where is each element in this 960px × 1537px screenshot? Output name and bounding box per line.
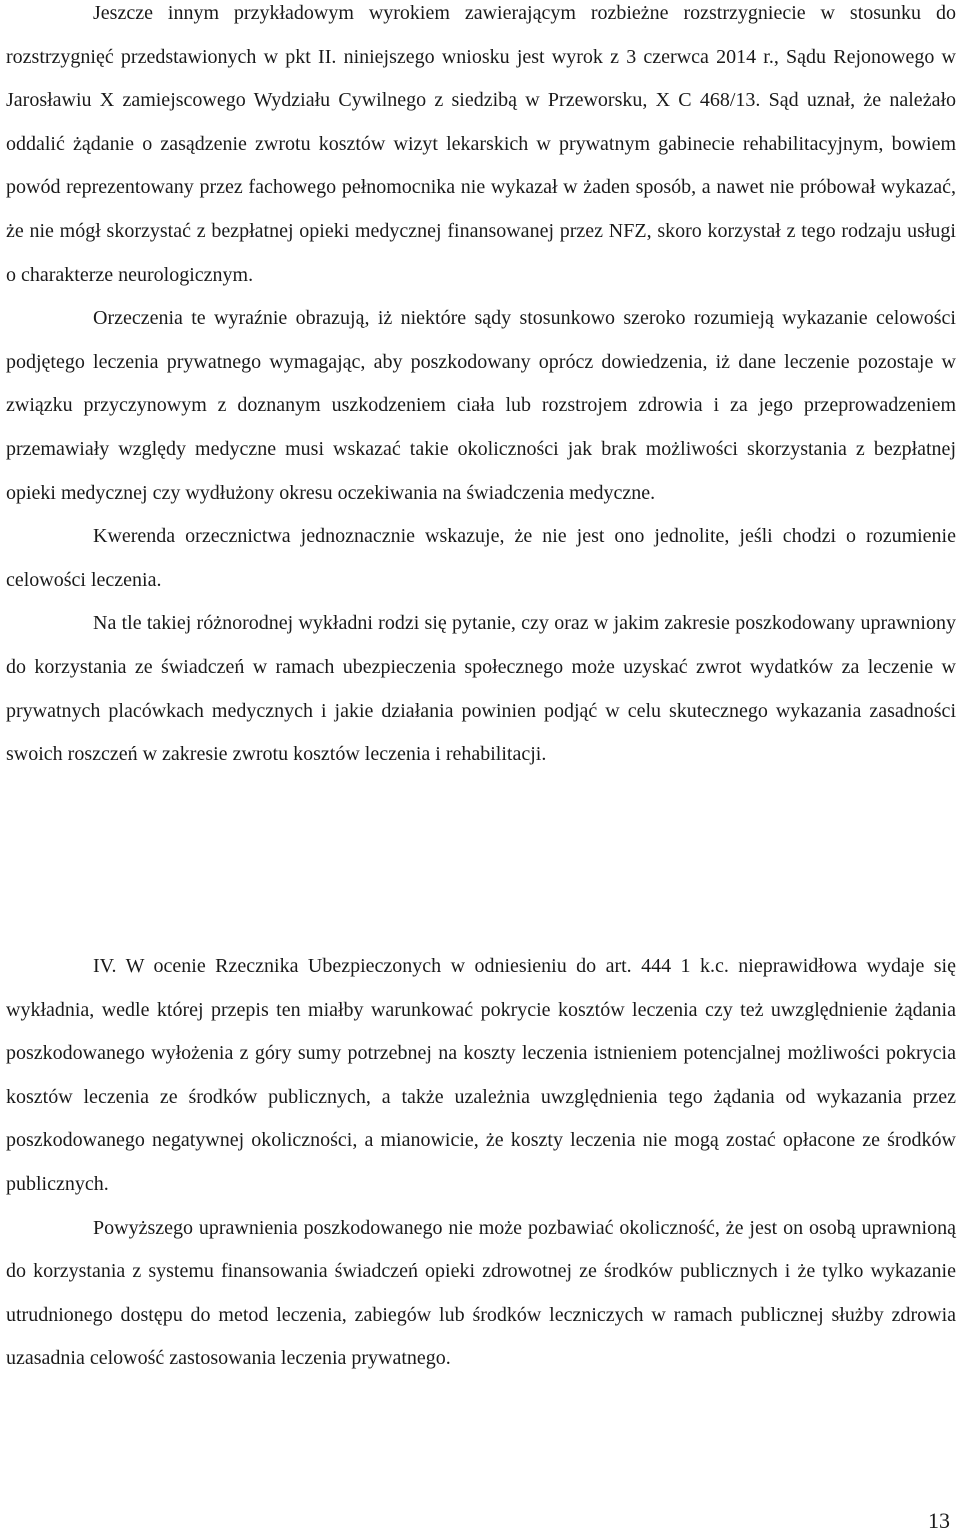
body-text-top [6,0,956,777]
paragraph-question: Na tle takiej różnorodnej wykładni rodzi się pytanie, czy oraz w jakim zakresie poszkodowany uprawniony do korzystania ze świadczeń w ramach ubezpieczenia społecznego może uzyskać zwrot wydatków za leczenie w prywatnych placówkach medycznych i jakie działania powinien podjąć w celu skutecznego wykazania zasadności swoich roszczeń w zakresie zwrotu kosztów leczenia i rehabilitacji. [6,612,956,766]
paragraph-judgments-summary: Orzeczenia te wyraźnie obrazują, iż niektóre sądy stosunkowo szeroko rozumieją wykazanie celowości podjętego leczenia prywatnego wymagając, aby poszkodowany oprócz dowiedzenia, iż dane leczenie pozostaje w związku przyczynowym z doznanym uszkodzeniem ciała lub rozstrojem zdrowia i za jego przeprowadzeniem przemawiały względy medyczne musi wskazać takie okoliczności jak brak możliwości skorzystania z bezpłatnej opieki medycznej czy wydłużony okresu oczekiwania na świadczenia medyczne. [6,307,956,504]
paragraph-przeworsk-judgment: Jeszcze innym przykładowym wyrokiem zawierającym rozbieżne rozstrzygniecie w stosunku do rozstrzygnięć przedstawionych w pkt II. niniejszego wniosku jest wyrok z 3 czerwca 2014 r., Sądu Rejonowego w Jarosławiu X zamiejscowego Wydziału Cywilnego z siedzibą w Przeworsku, X C 468/13. Sąd uznał, że należało oddalić żądanie o zasądzenie zwrotu kosztów wizyt lekarskich w prywatnym gabinecie rehabilitacyjnym, bowiem powód reprezentowany przez fachowego pełnomocnika nie wykazał w żaden sposób, a nawet nie próbował wykazać, że nie mógł skorzystać z bezpłatnej opieki medycznej finansowanej przez NFZ, skoro korzystał z tego rodzaju usługi o charakterze neurologicznym. [6,2,956,286]
paragraph-case-law-query: Kwerenda orzecznictwa jednoznacznie wskazuje, że nie jest ono jednolite, jeśli chodzi o rozumienie celowości leczenia. [6,525,956,591]
paragraph-section-iv-opinion: IV. W ocenie Rzecznika Ubezpieczonych w odniesieniu do art. 444 1 k.c. nieprawidłowa wydaje się wykładnia, wedle której przepis ten miałby warunkować pokrycie kosztów leczenia czy też uwzględnienie żądania poszkodowanego wyłożenia z góry sumy potrzebnej na koszty leczenia istnieniem potencjalnej możliwości pokrycia kosztów leczenia ze środków publicznych, a także uzależnia uwzględnienia tego żądania od wykazania przez poszkodowanego negatywnej okoliczności, a mianowicie, że koszty leczenia nie mogą zostać opłacone ze środków publicznych. [6,955,956,1195]
section-iv [6,945,956,1381]
paragraph-entitlement: Powyższego uprawnienia poszkodowanego nie może pozbawiać okoliczność, że jest on osobą uprawnioną do korzystania z systemu finansowania świadczeń opieki zdrowotnej ze środków publicznych i że tylko wykazanie utrudnionego dostępu do metod leczenia, zabiegów lub środków leczniczych w ramach publicznej służby zdrowia uzasadnia celowość zastosowania leczenia prywatnego. [6,1216,956,1370]
page-number: 13 [928,1508,950,1533]
